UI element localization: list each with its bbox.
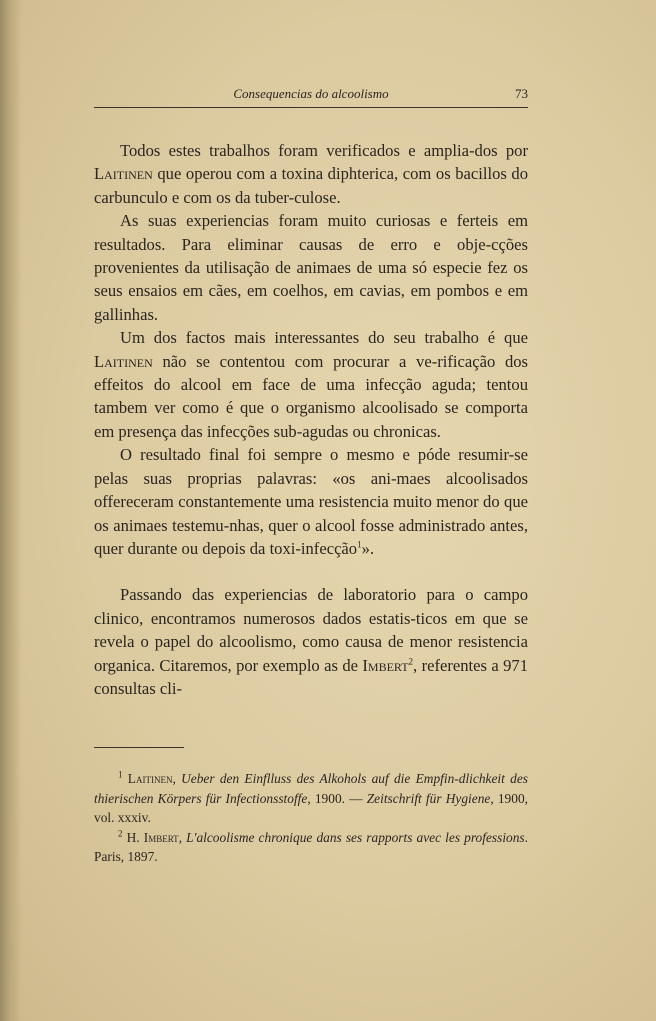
footnote-title: L'alcoolisme chronique dans ses rapports avec les professions (186, 829, 525, 845)
running-head (94, 86, 528, 106)
page-number: 73 (515, 86, 528, 101)
footnote-rule (94, 747, 184, 748)
paragraph-text: ». (361, 538, 375, 558)
footnotes (94, 769, 528, 867)
paragraph-text: não se contentou com procurar a ve-rificação dos effeitos do alcool em face de uma infecção aguda; tentou tambem ver como é que o organismo alcoolisado se comporta em presença das infecções sub-agudas ou chronicas. (94, 351, 528, 441)
paragraph-text: As suas experiencias foram muito curiosas e ferteis em resultados. Para eliminar causas de erro e obje-cções provenientes da utilisação de animaes de uma só especie fez os seus ensaios em cães, em coelhos, em cavias, em pombos e em gallinhas. (94, 211, 528, 324)
header-rule (94, 107, 528, 108)
paragraph-text: Todos estes trabalhos foram verificados e amplia-dos por (120, 141, 528, 160)
paragraph-1 (94, 139, 528, 209)
footnote-marker: 2 (118, 828, 123, 839)
paragraph-text: Um dos factos mais interessantes do seu trabalho é que (120, 328, 528, 348)
footnote-2: $^2$ H. Imbert, L'alcoolisme chronique dans ses rapports avec les professions. Paris, 1897. (94, 828, 528, 865)
footnote-author: Imbert (143, 829, 179, 845)
paragraph-text: Passando das experiencias de laboratorio para o campo clinico, encontramos numerosos dados estatis-ticos em que se revela o papel do alcoolismo, como causa de menor resistencia organica. Citaremos, por exemplo as de (94, 585, 528, 675)
footnote-text: . Paris, 1897. (94, 829, 528, 865)
footnote-text: , 1900, vol. xxxiv. (94, 790, 528, 826)
paragraph-4 (94, 443, 528, 560)
footnote-journal: Zeitschrift für Hygiene (366, 790, 491, 806)
paragraph-3 (94, 326, 528, 443)
paragraph-5 (94, 583, 528, 700)
binding-shadow (0, 0, 22, 1021)
footnote-ref: 1 (357, 539, 362, 550)
body-text (94, 139, 528, 700)
footnote-title: Ueber den Einflluss des Alkohols auf die Empfin-dlichkeit des thierischen Körpers für Infectionsstoffe (94, 771, 528, 806)
footnote-ref: 2 (408, 656, 414, 666)
running-title: Consequencias do alcoolismo (233, 86, 389, 101)
paragraph-text: O resultado final foi sempre o mesmo e póde resumir-se pelas suas proprias palavras: «os ani-maes alcoolisados offereceram constantemente uma resistencia muito menor do que os animaes testemu-nhas, quer o alcool fosse administrado antes, quer durante ou depois da toxi-infecção (94, 445, 528, 558)
paragraph-text: que operou com a toxina diphterica, com os bacillos do carbunculo e com os da tuber-culose. (94, 164, 528, 207)
author-name: Laitinen (94, 164, 153, 184)
author-name: Laitinen (94, 351, 153, 371)
paragraph-2 (94, 209, 528, 326)
footnote-text: , 1900. — (307, 790, 367, 806)
paragraph-text: , referentes a 971 consultas cli- (94, 655, 528, 698)
footnote-author: Laitinen (127, 771, 173, 786)
footnote-author-initial: H. (126, 829, 140, 845)
author-name: Imbert (362, 655, 409, 675)
footnote-marker: 1 (118, 769, 123, 780)
footnote-1: $^1$ Laitinen, Ueber den Einflluss des Alkohols auf die Empfin-dlichkeit des thierischen Körpers für Infectionsstoffe, 1900. — Zeitschrift für Hygiene, 1900, vol. xxxiv. (94, 769, 528, 826)
